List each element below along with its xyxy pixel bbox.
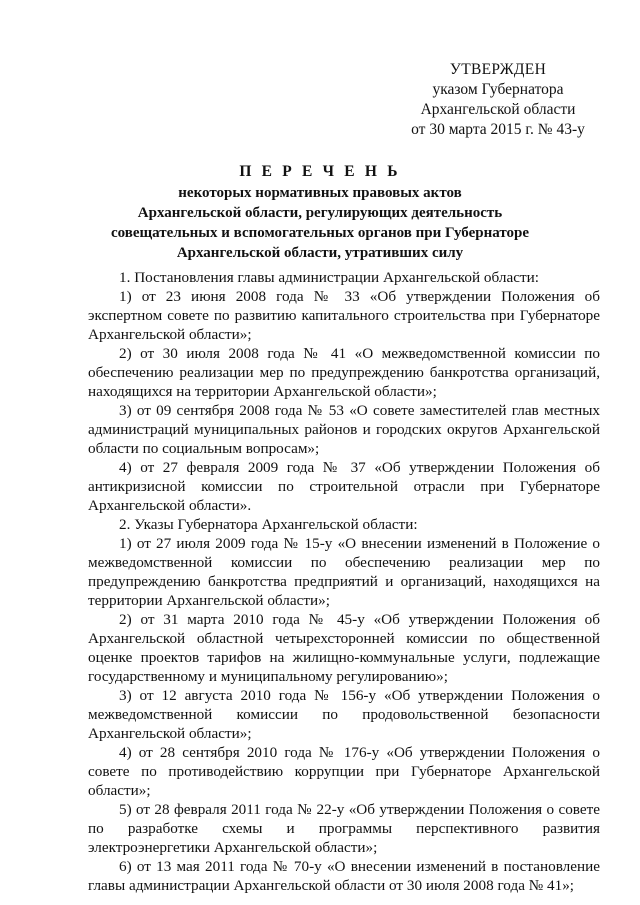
list-item: 4) от 27 февраля 2009 года № 37 «Об утверждении Положения об антикризисной комиссии по строительной отрасли при Губернаторе Архангельской области». [88, 459, 600, 514]
section-heading: 1. Постановления главы администрации Архангельской области: [119, 269, 539, 286]
list-item: 3) от 12 августа 2010 года № 156-у «Об утверждении Положения о межведомственной комиссии по продовольственной безопасности Архангельской области»; [88, 687, 600, 742]
document-title: П Е Р Е Ч Е Н Ь [239, 163, 401, 180]
approval-line: Архангельской области [420, 101, 576, 118]
heading-line: совещательных и вспомогательных органов при Губернаторе [110, 225, 530, 241]
approval-title: УТВЕРЖДЕН [449, 61, 547, 78]
section-heading: 2. Указы Губернатора Архангельской области: [119, 516, 418, 533]
list-item: 3) от 09 сентября 2008 года № 53 «О совете заместителей глав местных администраций муниципальных районов и городских округов Архангельской области по социальным вопросам»; [88, 402, 600, 457]
heading-line: Архангельской области, регулирующих деятельность [137, 205, 503, 221]
list-item: 5) от 28 февраля 2011 года № 22-у «Об утверждении Положения о совете по разработке схемы и программы перспективного развития электроэнергетики Архангельской области»; [88, 801, 600, 856]
document-heading [90, 162, 550, 263]
list-item: 6) от 13 мая 2011 года № 70-у «О внесении изменений в постановление главы администрации Архангельской области от 30 июля 2008 года № 41»; [88, 858, 600, 894]
list-item: 2) от 31 марта 2010 года № 45-у «Об утверждении Положения об Архангельской областной четырехсторонней комиссии по общественной оценке проектов тарифов на жилищно-коммунальные услуги, подлежащие государственному и муниципальному регулированию»; [88, 611, 600, 685]
list-item: 1) от 27 июля 2009 года № 15-у «О внесении изменений в Положение о межведомственной комиссии по обеспечению реализации мер по предупреждению банкротства предприятий и организаций, находящихся на территории Архангельской области»; [88, 535, 600, 609]
heading-line: некоторых нормативных правовых актов [178, 185, 462, 201]
approval-date: от 30 марта 2015 г. № 43-у [411, 121, 585, 138]
approval-stamp [372, 60, 624, 140]
heading-line: Архангельской области, утративших силу [176, 245, 464, 261]
list-item: 2) от 30 июля 2008 года № 41 «О межведомственной комиссии по обеспечению реализации мер по предупреждению банкротства организаций, находящихся на территории Архангельской области»; [88, 345, 600, 400]
list-item: 4) от 28 сентября 2010 года № 176-у «Об утверждении Положения о совете по противодействию коррупции при Губернаторе Архангельской области»; [88, 744, 600, 799]
list-item: 1) от 23 июня 2008 года № 33 «Об утверждении Положения об экспертном совете по развитию капитального строительства при Губернаторе Архангельской области»; [88, 288, 600, 343]
document-body [88, 268, 600, 895]
approval-line: указом Губернатора [432, 81, 564, 98]
